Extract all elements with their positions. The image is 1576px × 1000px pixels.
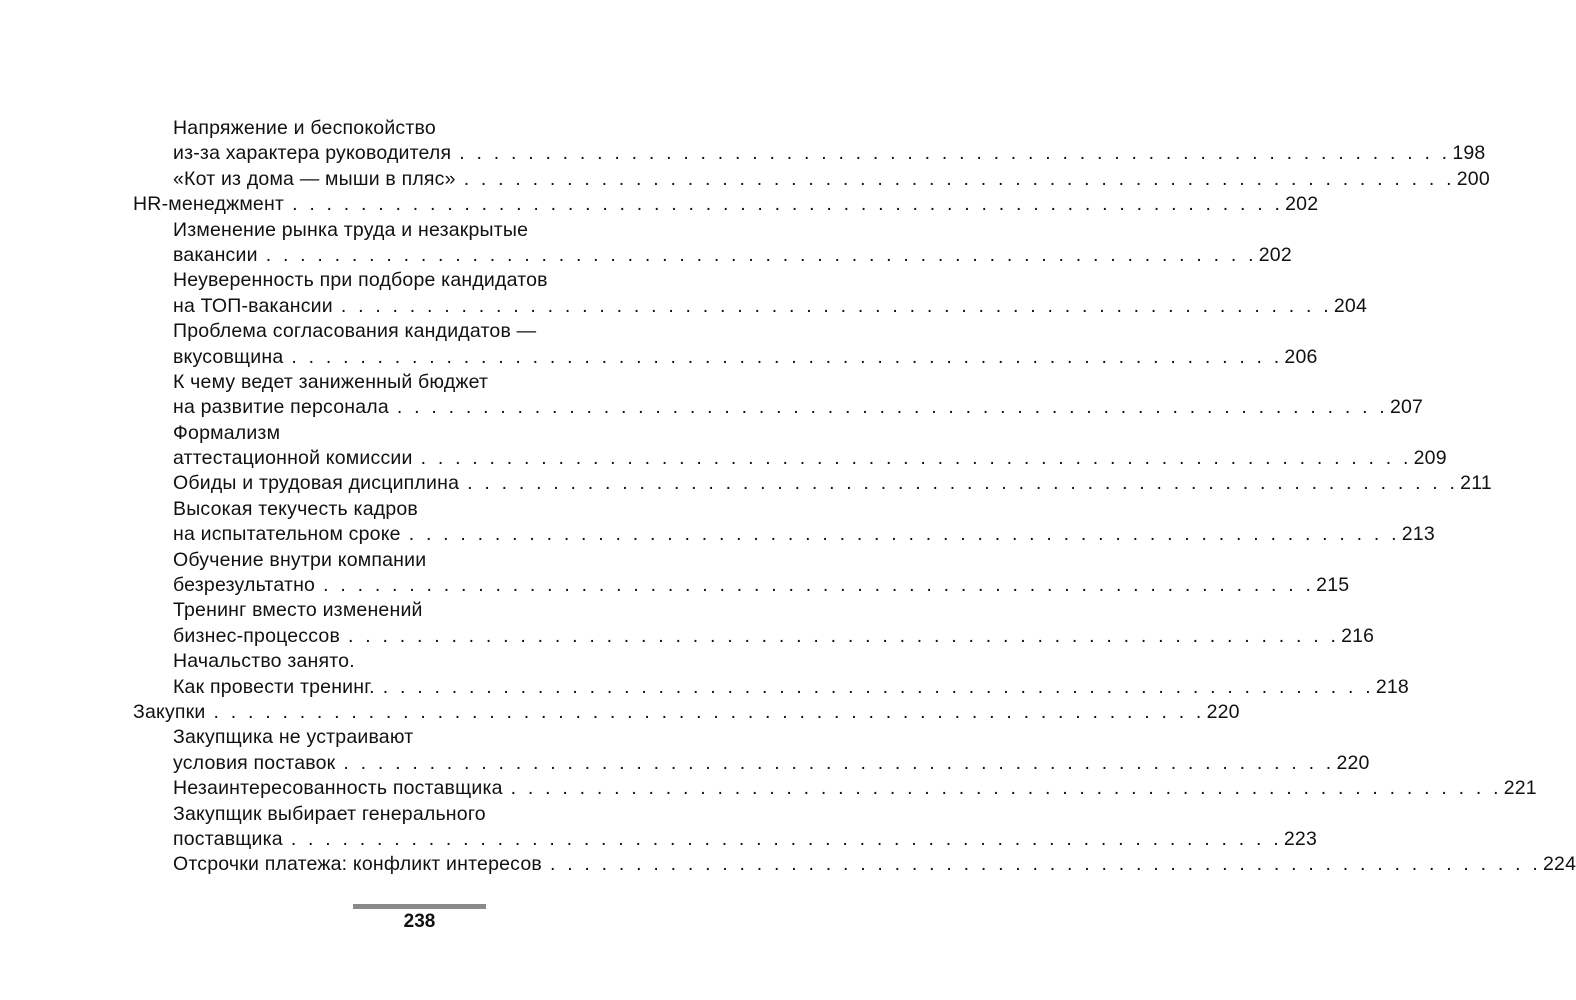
toc-page-number: 213 bbox=[1401, 523, 1435, 546]
toc-entry-title: на ТОП-вакансии bbox=[173, 294, 333, 317]
toc-entry-line bbox=[133, 548, 701, 573]
dot-leader: . . . . . . . . . . . . . . . . . . . . . . . . . . . . . . . . . . . . . . . . . . . . . . . . . . . . . . . . . . bbox=[290, 827, 1282, 850]
toc-page-number: 216 bbox=[1341, 624, 1375, 647]
toc-entry-line bbox=[133, 471, 1492, 496]
toc-entry-title: Высокая текучесть кадров bbox=[173, 497, 418, 520]
dot-leader: . . . . . . . . . . . . . . . . . . . . . . . . . . . . . . . . . . . . . . . . . . . . . . . . . . . . . . . . . . bbox=[340, 294, 1332, 317]
dot-leader: . . . . . . . . . . . . . . . . . . . . . . . . . . . . . . . . . . . . . . . . . . . . . . . . . . . . . . . . . . bbox=[213, 700, 1205, 723]
toc-page-number: 218 bbox=[1375, 675, 1409, 698]
dot-leader: . . . . . . . . . . . . . . . . . . . . . . . . . . . . . . . . . . . . . . . . . . . . . . . . . . . . . . . . . . bbox=[348, 624, 1340, 647]
toc-entry-line bbox=[133, 345, 1318, 370]
toc-page-number: 202 bbox=[1258, 243, 1292, 266]
dot-leader: . . . . . . . . . . . . . . . . . . . . . . . . . . . . . . . . . . . . . . . . . . . . . . . . . . . . . . . . . . bbox=[549, 853, 1541, 876]
toc-entry-title: поставщика bbox=[173, 827, 283, 850]
toc-entry-title: HR-менеджмент bbox=[133, 193, 285, 216]
footer-rule bbox=[353, 904, 486, 909]
toc-entry-title: Незаинтересованность поставщика bbox=[173, 777, 503, 800]
dot-leader: . . . . . . . . . . . . . . . . . . . . . . . . . . . . . . . . . . . . . . . . . . . . . . . . . . . . . . . . . . bbox=[265, 243, 1257, 266]
toc-page-number: 198 bbox=[1452, 142, 1486, 165]
dot-leader: . . . . . . . . . . . . . . . . . . . . . . . . . . . . . . . . . . . . . . . . . . . . . . . . . . . . . . . . . . bbox=[343, 751, 1335, 774]
toc-entry-title: бизнес-процессов bbox=[173, 624, 341, 647]
table-of-contents bbox=[133, 116, 1576, 878]
toc-entry-line bbox=[133, 116, 701, 141]
toc-entry-line bbox=[133, 675, 1409, 700]
toc-entry-title: аттестационной комиссии bbox=[173, 447, 413, 470]
page-number: 238 bbox=[403, 911, 436, 932]
toc-page-number: 220 bbox=[1336, 751, 1370, 774]
dot-leader: . . . . . . . . . . . . . . . . . . . . . . . . . . . . . . . . . . . . . . . . . . . . . . . . . . . . . . . . . . bbox=[292, 193, 1284, 216]
toc-entry-line bbox=[133, 827, 1317, 852]
toc-entry-line bbox=[133, 395, 1424, 420]
toc-entry-title: Изменение рынка труда и незакрытые bbox=[173, 218, 529, 241]
dot-leader: . . . . . . . . . . . . . . . . . . . . . . . . . . . . . . . . . . . . . . . . . . . . . . . . . . . . . . . . . . bbox=[396, 396, 1388, 419]
toc-entry-line bbox=[133, 852, 1576, 877]
toc-entry-title: Обучение внутри компании bbox=[173, 548, 427, 571]
dot-leader: . . . . . . . . . . . . . . . . . . . . . . . . . . . . . . . . . . . . . . . . . . . . . . . . . . . . . . . . . . bbox=[382, 675, 1374, 698]
toc-section-entry bbox=[133, 192, 1319, 217]
toc-entry-line bbox=[133, 751, 1370, 776]
toc-entry-line bbox=[133, 598, 701, 623]
toc-entry-title: Формализм bbox=[173, 421, 281, 444]
toc-section-entry bbox=[133, 700, 1240, 725]
toc-page-number: 211 bbox=[1460, 472, 1492, 495]
toc-page-number: 215 bbox=[1316, 574, 1350, 597]
toc-entry-title: безрезультатно bbox=[173, 574, 316, 597]
toc-entry-line bbox=[133, 802, 701, 827]
toc-entry-line bbox=[133, 497, 701, 522]
toc-entry-line bbox=[133, 319, 701, 344]
toc-page-number: 204 bbox=[1333, 294, 1368, 317]
dot-leader: . . . . . . . . . . . . . . . . . . . . . . . . . . . . . . . . . . . . . . . . . . . . . . . . . . . . . . . . . . bbox=[323, 574, 1315, 597]
toc-entry-title: вакансии bbox=[173, 243, 258, 266]
dot-leader: . . . . . . . . . . . . . . . . . . . . . . . . . . . . . . . . . . . . . . . . . . . . . . . . . . . . . . . . . . bbox=[291, 345, 1283, 368]
toc-entry-title: Как провести тренинг. bbox=[173, 675, 375, 698]
toc-entry-line bbox=[133, 776, 1537, 801]
toc-entry-line bbox=[133, 218, 701, 243]
toc-entry-title: на испытательном сроке bbox=[173, 523, 401, 546]
toc-page-number: 224 bbox=[1543, 853, 1576, 876]
toc-entry-title: «Кот из дома — мыши в пляс» bbox=[173, 167, 456, 190]
dot-leader: . . . . . . . . . . . . . . . . . . . . . . . . . . . . . . . . . . . . . . . . . . . . . . . . . . . . . . . . . . bbox=[459, 142, 1451, 165]
toc-entry-line bbox=[133, 446, 1447, 471]
toc-entry-title: Обиды и трудовая дисциплина bbox=[173, 472, 460, 495]
toc-entry-line bbox=[133, 141, 1486, 166]
dot-leader: . . . . . . . . . . . . . . . . . . . . . . . . . . . . . . . . . . . . . . . . . . . . . . . . . . . . . . . . . . bbox=[420, 447, 1412, 470]
dot-leader: . . . . . . . . . . . . . . . . . . . . . . . . . . . . . . . . . . . . . . . . . . . . . . . . . . . . . . . . . . bbox=[510, 777, 1502, 800]
toc-page-number: 221 bbox=[1503, 777, 1537, 800]
toc-entry-line bbox=[133, 421, 701, 446]
toc-page-number: 209 bbox=[1413, 447, 1447, 470]
toc-entry-title: Начальство занято. bbox=[173, 650, 355, 673]
toc-entry-line bbox=[133, 522, 1435, 547]
toc-entry-title: Закупщика не устраивают bbox=[173, 726, 414, 749]
toc-entry-title: условия поставок bbox=[173, 751, 336, 774]
toc-entry-line bbox=[133, 725, 701, 750]
toc-entry-title: Проблема согласования кандидатов — bbox=[173, 320, 537, 343]
toc-entry-title: Напряжение и беспокойство bbox=[173, 117, 436, 139]
toc-page-number: 200 bbox=[1456, 167, 1490, 190]
toc-entry-title: Отсрочки платежа: конфликт интересов bbox=[173, 853, 542, 876]
toc-page-number: 223 bbox=[1283, 827, 1317, 850]
toc-page-number: 220 bbox=[1206, 700, 1240, 723]
toc-page-number: 206 bbox=[1284, 345, 1318, 368]
toc-entry-line bbox=[133, 649, 701, 674]
toc-entry-line bbox=[133, 268, 701, 293]
toc-page-number: 207 bbox=[1389, 396, 1424, 419]
toc-entry-title: Закупщик выбирает генерального bbox=[173, 802, 486, 825]
dot-leader: . . . . . . . . . . . . . . . . . . . . . . . . . . . . . . . . . . . . . . . . . . . . . . . . . . . . . . . . . . bbox=[463, 167, 1455, 190]
toc-entry-line bbox=[133, 624, 1375, 649]
toc-entry-line bbox=[133, 243, 1292, 268]
toc-entry-title: на развитие персонала bbox=[173, 396, 389, 419]
toc-page-number: 202 bbox=[1285, 193, 1319, 216]
toc-entry-line bbox=[133, 294, 1368, 319]
toc-entry-line bbox=[133, 573, 1350, 598]
toc-entry-title: Закупки bbox=[133, 700, 206, 723]
toc-entry-title: вкусовщина bbox=[173, 345, 284, 368]
toc-entry-title: из-за характера руководителя bbox=[173, 142, 452, 165]
toc-entry-line bbox=[133, 370, 701, 395]
dot-leader: . . . . . . . . . . . . . . . . . . . . . . . . . . . . . . . . . . . . . . . . . . . . . . . . . . . . . . . . . . bbox=[467, 472, 1459, 495]
toc-entry-title: Неуверенность при подборе кандидатов bbox=[173, 269, 548, 292]
toc-entry-title: К чему ведет заниженный бюджет bbox=[173, 370, 489, 393]
toc-entry-title: Тренинг вместо изменений bbox=[173, 599, 423, 622]
toc-entry-line bbox=[133, 167, 1490, 192]
dot-leader: . . . . . . . . . . . . . . . . . . . . . . . . . . . . . . . . . . . . . . . . . . . . . . . . . . . . . . . . . . bbox=[408, 523, 1400, 546]
